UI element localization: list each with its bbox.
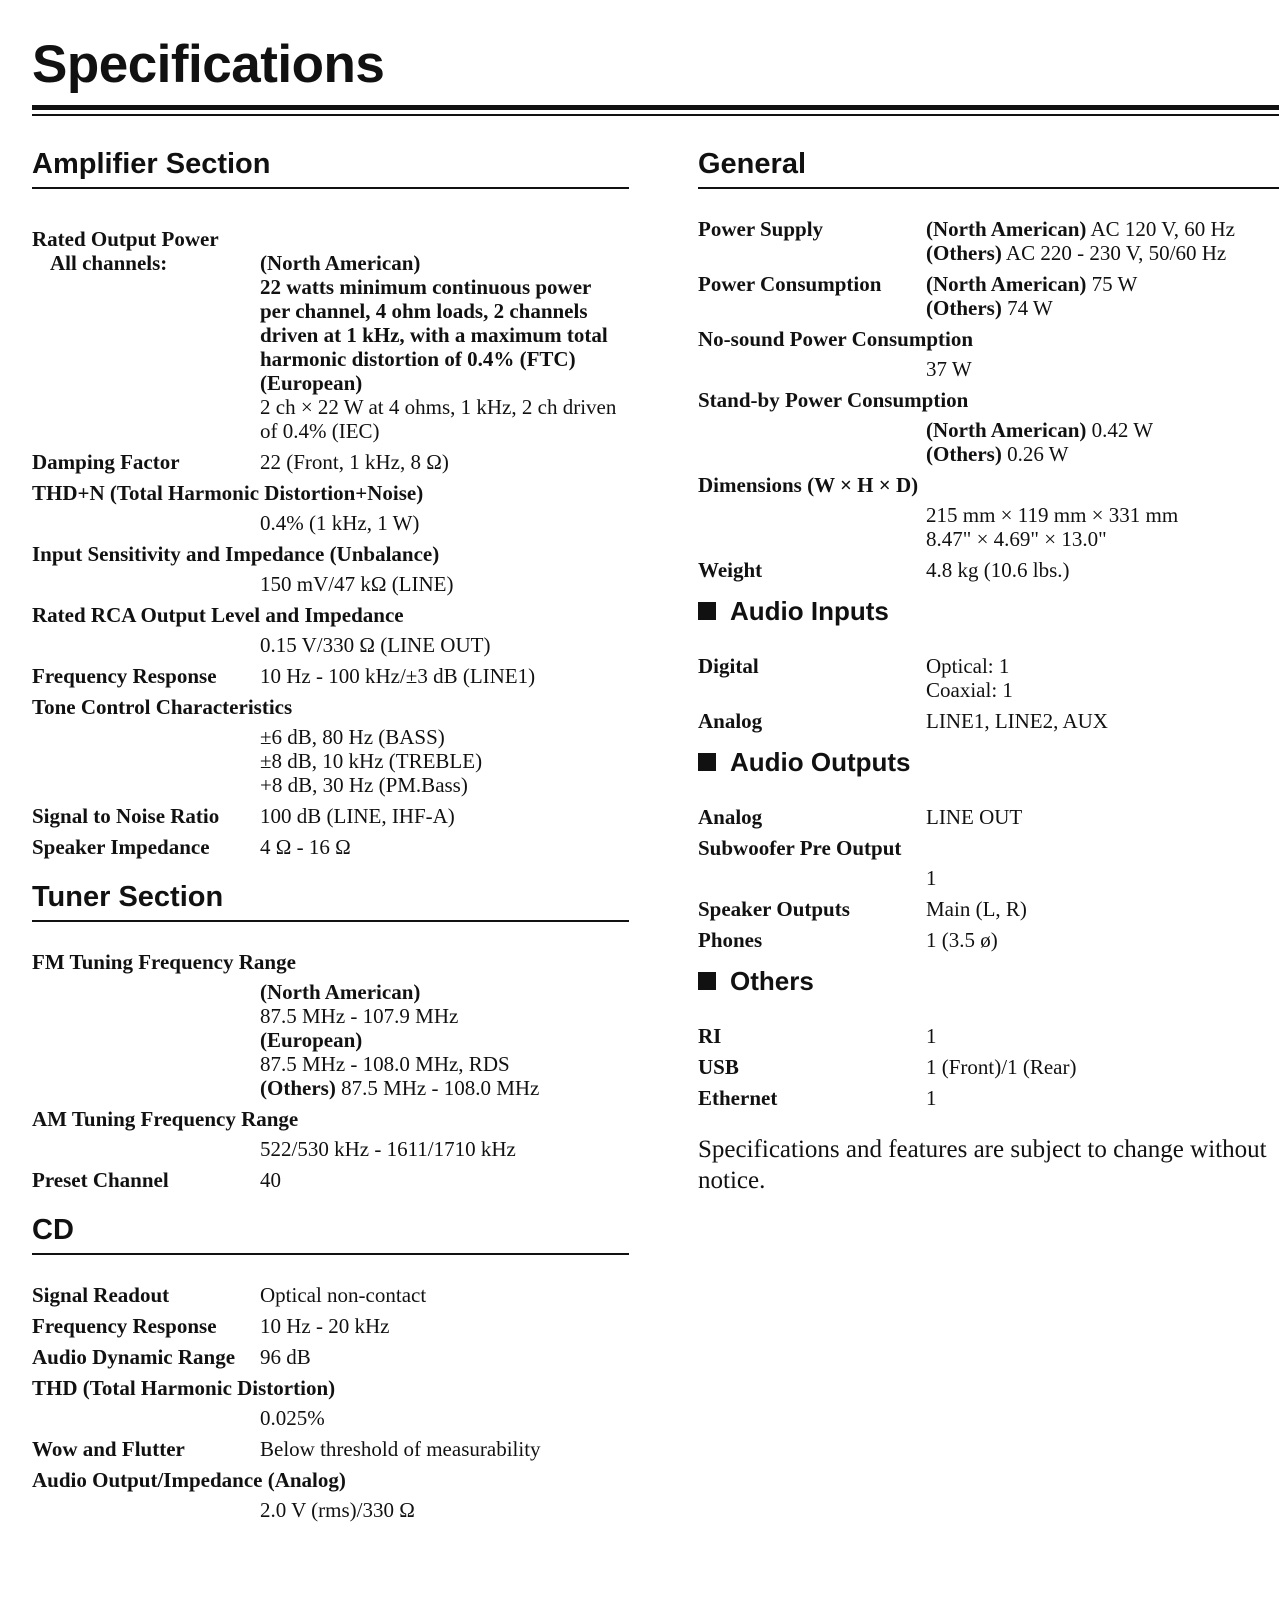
spec-label: Analog [698, 709, 763, 733]
spec-am-range [32, 1107, 629, 1161]
spec-label: Rated RCA Output Level and Impedance [32, 603, 404, 627]
disclaimer-note: Specifications and features are subject to change without notice. [698, 1136, 1267, 1194]
amplifier-specs [32, 227, 629, 859]
spec-value: 150 mV/47 kΩ (LINE) [260, 572, 454, 596]
spec-value: 96 dB [260, 1345, 311, 1369]
spec-value: 0.26 W [1001, 442, 1069, 466]
spec-value: (Others) [260, 1076, 336, 1100]
spec-preset-channel [32, 1168, 629, 1192]
spec-label: Audio Output/Impedance (Analog) [32, 1468, 346, 1492]
spec-label: Signal Readout [32, 1283, 170, 1307]
spec-label: THD (Total Harmonic Distortion) [32, 1376, 336, 1400]
spec-value: +8 dB, 30 Hz (PM.Bass) [260, 773, 468, 797]
spec-value: 87.5 MHz - 108.0 MHz, RDS [260, 1052, 510, 1076]
spec-value: 87.5 MHz - 108.0 MHz [335, 1076, 540, 1100]
spec-label: AM Tuning Frequency Range [32, 1107, 299, 1131]
spec-value: driven at 1 kHz, with a maximum total [260, 323, 608, 347]
spec-label: Power Supply [698, 217, 824, 241]
spec-snr [32, 804, 629, 828]
spec-subwoofer-output [698, 836, 1279, 890]
spec-value: Optical: 1 [926, 654, 1010, 678]
spec-label: Power Consumption [698, 272, 882, 296]
spec-label: Weight [698, 558, 763, 582]
title-rule [32, 105, 1279, 110]
spec-damping [32, 450, 629, 474]
spec-analog-outputs [698, 805, 1279, 829]
spec-label: Speaker Impedance [32, 835, 210, 859]
spec-value: 1 (Front)/1 (Rear) [926, 1055, 1077, 1079]
spec-signal-readout [32, 1283, 629, 1307]
spec-value: LINE1, LINE2, AUX [926, 709, 1108, 733]
spec-phones [698, 928, 1279, 952]
spec-label: Input Sensitivity and Impedance (Unbalance) [32, 542, 440, 566]
spec-value: 74 W [1001, 296, 1053, 320]
spec-label: Digital [698, 654, 759, 678]
spec-standby-consumption [698, 388, 1279, 466]
spec-rca-output [32, 603, 629, 657]
spec-thd [32, 481, 629, 535]
spec-digital-inputs [698, 654, 1279, 702]
spec-label: All channels: [50, 251, 168, 275]
tuner-section-heading: Tuner Section [32, 883, 629, 922]
tuner-specs [32, 950, 629, 1192]
spec-value: ±6 dB, 80 Hz (BASS) [260, 725, 445, 749]
spec-value: (Others) [926, 296, 1002, 320]
audio-outputs-specs [698, 805, 1279, 952]
spec-value: 1 [926, 1024, 937, 1048]
spec-label: Subwoofer Pre Output [698, 836, 902, 860]
spec-value: Main (L, R) [926, 897, 1027, 921]
spec-value: (Others) [926, 442, 1002, 466]
spec-value: (European) [260, 1028, 363, 1052]
spec-value: (North American) [260, 980, 421, 1004]
spec-label: Damping Factor [32, 450, 180, 474]
spec-value: 8.47" × 4.69" × 13.0" [926, 527, 1107, 551]
bullet-square-icon [698, 602, 716, 620]
spec-value: AC 220 - 230 V, 50/60 Hz [1001, 241, 1227, 265]
page-title: Specifications [32, 35, 385, 94]
spec-value: 100 dB (LINE, IHF-A) [260, 804, 455, 828]
spec-value: per channel, 4 ohm loads, 2 channels [260, 299, 588, 323]
spec-value: LINE OUT [926, 805, 1023, 829]
spec-ri [698, 1024, 1279, 1048]
spec-value: 75 W [1086, 272, 1138, 296]
cd-section-heading: CD [32, 1216, 629, 1255]
spec-label: Audio Dynamic Range [32, 1345, 236, 1369]
spec-dynamic-range [32, 1345, 629, 1369]
audio-outputs-heading [698, 749, 1279, 775]
spec-value: 0.42 W [1086, 418, 1154, 442]
spec-value: 215 mm × 119 mm × 331 mm [926, 503, 1179, 527]
spec-power-supply [698, 217, 1279, 265]
spec-value: 22 (Front, 1 kHz, 8 Ω) [260, 450, 449, 474]
spec-label: Stand-by Power Consumption [698, 388, 969, 412]
spec-value: 2.0 V (rms)/330 Ω [260, 1498, 415, 1522]
spec-fm-range [32, 950, 629, 1100]
spec-cd-frequency-response [32, 1314, 629, 1338]
spec-value: of 0.4% (IEC) [260, 419, 380, 443]
spec-label: Frequency Response [32, 664, 217, 688]
spec-label: Ethernet [698, 1086, 778, 1110]
spec-label: Preset Channel [32, 1168, 169, 1192]
spec-value: Below threshold of measurability [260, 1437, 541, 1461]
spec-value: ±8 dB, 10 kHz (TREBLE) [260, 749, 483, 773]
spec-label: Dimensions (W × H × D) [698, 473, 919, 497]
others-heading [698, 968, 1279, 994]
bullet-square-icon [698, 753, 716, 771]
spec-value: harmonic distortion of 0.4% (FTC) [260, 347, 576, 371]
spec-value: 1 (3.5 ø) [926, 928, 998, 952]
general-section-heading: General [698, 150, 1279, 189]
spec-label: Signal to Noise Ratio [32, 804, 220, 828]
spec-label: No-sound Power Consumption [698, 327, 973, 351]
spec-weight [698, 558, 1279, 582]
spec-value: 87.5 MHz - 107.9 MHz [260, 1004, 459, 1028]
spec-nosound-consumption [698, 327, 1279, 381]
spec-value: (North American) [260, 251, 421, 275]
audio-inputs-heading [698, 598, 1279, 624]
spec-value: (North American) [926, 418, 1087, 442]
cd-specs [32, 1283, 629, 1522]
spec-value: 0.025% [260, 1406, 325, 1430]
spec-value: 0.15 V/330 Ω (LINE OUT) [260, 633, 491, 657]
subsection-title: Audio Outputs [730, 747, 911, 777]
spec-value: 0.4% (1 kHz, 1 W) [260, 511, 420, 535]
spec-label: Tone Control Characteristics [32, 695, 293, 719]
spec-value: 10 Hz - 100 kHz/±3 dB (LINE1) [260, 664, 536, 688]
spec-value: 37 W [926, 357, 972, 381]
amplifier-section-heading: Amplifier Section [32, 150, 629, 189]
spec-label: Speaker Outputs [698, 897, 850, 921]
spec-ethernet [698, 1086, 1279, 1110]
spec-value: 4 Ω - 16 Ω [260, 835, 351, 859]
spec-value: 40 [260, 1168, 281, 1192]
spec-cd-thd [32, 1376, 629, 1430]
spec-audio-output [32, 1468, 629, 1522]
spec-value: 10 Hz - 20 kHz [260, 1314, 390, 1338]
spec-label: USB [698, 1055, 739, 1079]
spec-label: Rated Output Power [32, 227, 219, 251]
spec-power-consumption [698, 272, 1279, 320]
spec-label: Frequency Response [32, 1314, 217, 1338]
spec-label: Phones [698, 928, 763, 952]
spec-speaker-impedance [32, 835, 629, 859]
spec-value: (Others) [926, 241, 1002, 265]
spec-analog-inputs [698, 709, 1279, 733]
bullet-square-icon [698, 972, 716, 990]
spec-dimensions [698, 473, 1279, 551]
spec-value: (North American) [926, 272, 1087, 296]
spec-value: 2 ch × 22 W at 4 ohms, 1 kHz, 2 ch driven [260, 395, 617, 419]
left-column [32, 150, 629, 1529]
spec-value: Coaxial: 1 [926, 678, 1013, 702]
spec-value: 22 watts minimum continuous power [260, 275, 592, 299]
spec-label: Analog [698, 805, 763, 829]
spec-rated-output [32, 227, 629, 443]
spec-label: FM Tuning Frequency Range [32, 950, 296, 974]
spec-input-sensitivity [32, 542, 629, 596]
spec-value: 1 [926, 866, 937, 890]
spec-wow-flutter [32, 1437, 629, 1461]
spec-label: Wow and Flutter [32, 1437, 185, 1461]
subsection-title: Audio Inputs [730, 596, 889, 626]
spec-label: THD+N (Total Harmonic Distortion+Noise) [32, 481, 424, 505]
spec-frequency-response [32, 664, 629, 688]
spec-value: Optical non-contact [260, 1283, 427, 1307]
spec-value: AC 120 V, 60 Hz [1086, 217, 1235, 241]
spec-tone-control [32, 695, 629, 797]
spec-usb [698, 1055, 1279, 1079]
others-specs [698, 1024, 1279, 1110]
general-specs [698, 217, 1279, 582]
title-rule-thin [32, 114, 1279, 116]
spec-value: 522/530 kHz - 1611/1710 kHz [260, 1137, 516, 1161]
right-column [698, 150, 1279, 1196]
spec-speaker-outputs [698, 897, 1279, 921]
spec-value: (North American) [926, 217, 1087, 241]
spec-value: 1 [926, 1086, 937, 1110]
spec-value: (European) [260, 371, 363, 395]
audio-inputs-specs [698, 654, 1279, 733]
spec-label: RI [698, 1024, 722, 1048]
subsection-title: Others [730, 966, 814, 996]
spec-value: 4.8 kg (10.6 lbs.) [926, 558, 1070, 582]
